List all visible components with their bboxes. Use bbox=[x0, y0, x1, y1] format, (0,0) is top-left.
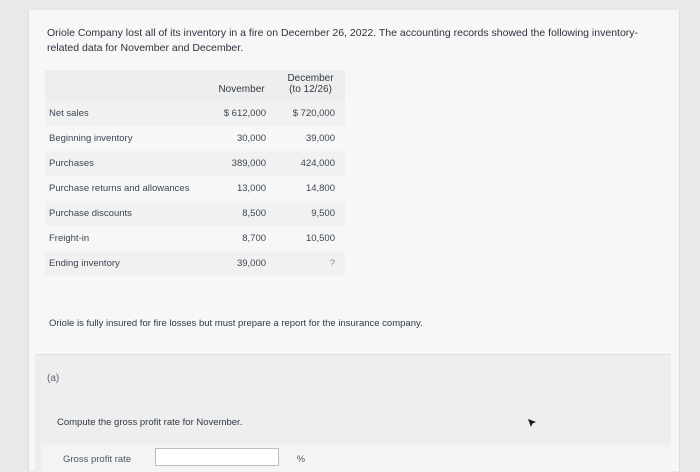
gross-profit-rate-label: Gross profit rate bbox=[63, 454, 132, 465]
december-value: 9,500 bbox=[311, 208, 335, 219]
part-a-label: (a) bbox=[47, 373, 60, 384]
insurance-note: Oriole is fully insured for fire losses but must prepare a report for the insurance company. bbox=[49, 318, 423, 329]
november-value: 8,500 bbox=[242, 208, 267, 219]
table-row bbox=[45, 251, 345, 276]
december-value: 39,000 bbox=[305, 133, 335, 144]
november-value: 13,000 bbox=[236, 183, 267, 194]
header-december-line2: (to 12/26) bbox=[289, 84, 332, 95]
table-row bbox=[45, 201, 345, 226]
mouse-cursor-icon bbox=[527, 418, 537, 428]
december-value: ? bbox=[329, 258, 335, 269]
row-label: Purchase discounts bbox=[49, 208, 132, 219]
december-value: 10,500 bbox=[305, 233, 335, 244]
november-value: $ 612,000 bbox=[223, 108, 267, 119]
header-blank bbox=[45, 70, 207, 101]
row-label: Freight-in bbox=[49, 233, 90, 244]
problem-statement: Oriole Company lost all of its inventory in a fire on December 26, 2022. The accounting records showed the following inventory-related data for November and December. bbox=[47, 27, 639, 54]
question-page bbox=[28, 10, 680, 471]
table-row bbox=[45, 176, 345, 201]
november-value: 8,700 bbox=[242, 233, 267, 244]
part-a-instruction: Compute the gross profit rate for November. bbox=[57, 417, 243, 428]
november-value: 30,000 bbox=[236, 133, 267, 144]
row-label: Purchase returns and allowances bbox=[49, 183, 190, 194]
november-value: 39,000 bbox=[236, 258, 267, 269]
row-label: Net sales bbox=[49, 108, 89, 119]
table-header-row bbox=[45, 70, 345, 101]
december-value: 14,800 bbox=[305, 183, 335, 194]
gross-profit-rate-input[interactable] bbox=[155, 448, 279, 466]
table-row bbox=[45, 101, 345, 126]
header-december-line1: December bbox=[287, 73, 334, 84]
november-value: 389,000 bbox=[231, 158, 267, 169]
header-december bbox=[276, 70, 345, 101]
row-label: Ending inventory bbox=[49, 258, 120, 269]
part-a-section bbox=[35, 354, 671, 472]
table-row bbox=[45, 226, 345, 251]
december-value: 424,000 bbox=[300, 158, 335, 169]
inventory-data-table bbox=[45, 70, 345, 276]
table-row bbox=[45, 151, 345, 176]
row-label: Beginning inventory bbox=[49, 133, 133, 144]
answer-row bbox=[41, 445, 671, 472]
percent-unit: % bbox=[297, 454, 306, 464]
december-value: $ 720,000 bbox=[292, 108, 335, 119]
table-row bbox=[45, 126, 345, 151]
row-label: Purchases bbox=[49, 158, 94, 169]
header-november: November bbox=[218, 84, 265, 95]
